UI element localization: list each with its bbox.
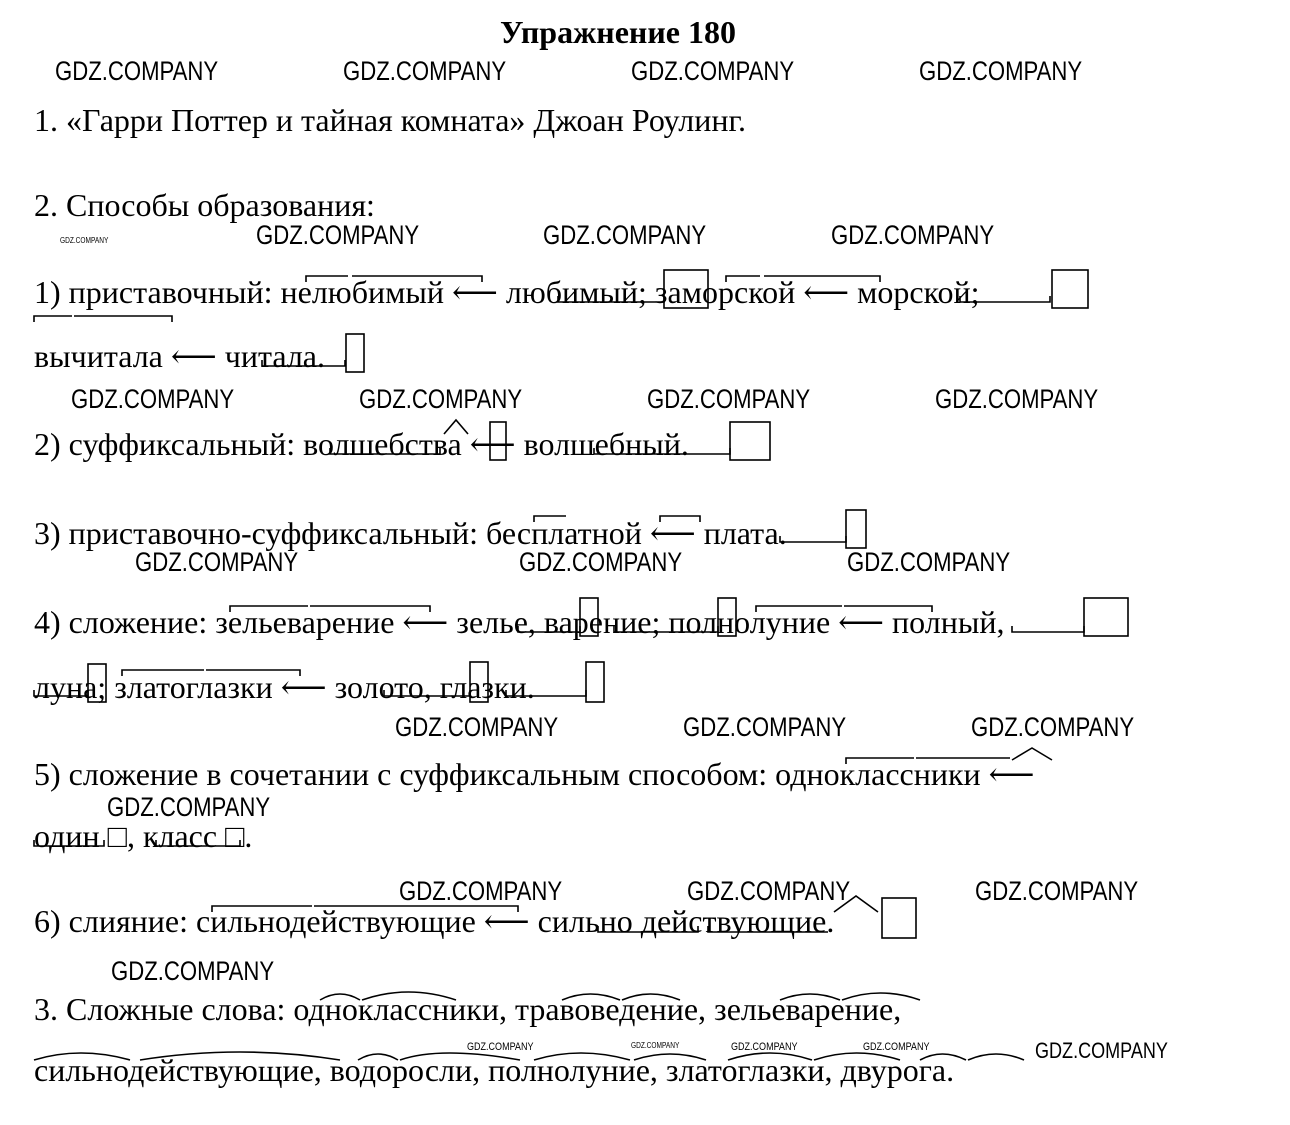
watermark: GDZ.COMPANY	[631, 1041, 680, 1050]
compound-words-line: 3. Сложные слова: одноклассники, травоведение, зельеварение,	[34, 991, 902, 1027]
compounding-line: 4) сложение: зельеварение ⟵ зелье, варение; полнолуние ⟵ полный,	[34, 604, 1005, 640]
suffix-method-line: 2) суффиксальный: волшебства ⟵ волшебный.	[34, 426, 689, 462]
watermark: GDZ.COMPANY	[343, 56, 507, 86]
compound-suffix-line-cont: один □, класс □.	[34, 818, 253, 854]
watermark: GDZ.COMPANY	[847, 547, 1011, 577]
watermark: GDZ.COMPANY	[359, 384, 523, 414]
watermark: GDZ.COMPANY	[256, 220, 420, 250]
compound-words-line-cont: сильнодействующие, водоросли, полнолуние, златоглазки, двурога.	[34, 1052, 955, 1088]
watermark: GDZ.COMPANY	[631, 56, 795, 86]
watermark: GDZ.COMPANY	[935, 384, 1099, 414]
watermark: GDZ.COMPANY	[647, 384, 811, 414]
prefix-suffix-method-line: 3) приставочно-суффиксальный: бесплатной ⟵ плата.	[34, 515, 787, 551]
watermark: GDZ.COMPANY	[971, 712, 1135, 742]
watermark: GDZ.COMPANY	[919, 56, 1083, 86]
prefix-method-line: 1) приставочный: нелюбимый ⟵ любимый; заморской ⟵ морской;	[34, 274, 980, 310]
fusion-line: 6) слияние: сильнодействующие ⟵ сильно действующие.	[34, 903, 835, 939]
watermark: GDZ.COMPANY	[107, 792, 271, 822]
watermark: GDZ.COMPANY	[467, 1041, 534, 1053]
watermark: GDZ.COMPANY	[975, 876, 1139, 906]
exercise-title: Упражнение 180	[499, 14, 736, 50]
watermark: GDZ.COMPANY	[683, 712, 847, 742]
answer-line-1: 1. «Гарри Поттер и тайная комната» Джоан Роулинг.	[34, 102, 746, 138]
watermark: GDZ.COMPANY	[543, 220, 707, 250]
compound-suffix-line: 5) сложение в сочетании с суффиксальным способом: одноклассники ⟵	[34, 756, 1035, 792]
watermark: GDZ.COMPANY	[135, 547, 299, 577]
watermark: GDZ.COMPANY	[519, 547, 683, 577]
watermark: GDZ.COMPANY	[111, 956, 275, 986]
watermark: GDZ.COMPANY	[687, 876, 851, 906]
watermark: GDZ.COMPANY	[71, 384, 235, 414]
watermark: GDZ.COMPANY	[399, 876, 563, 906]
watermark: GDZ.COMPANY	[831, 220, 995, 250]
prefix-method-line-cont: вычитала ⟵ читала.	[34, 338, 325, 374]
watermark: GDZ.COMPANY	[60, 236, 109, 245]
watermark: GDZ.COMPANY	[395, 712, 559, 742]
answer-line-2: 2. Способы образования:	[34, 187, 375, 223]
watermark: GDZ.COMPANY	[1035, 1038, 1168, 1063]
compounding-line-cont: луна; златоглазки ⟵ золото, глазки.	[34, 669, 535, 705]
watermark: GDZ.COMPANY	[55, 56, 219, 86]
watermark: GDZ.COMPANY	[731, 1041, 798, 1053]
watermark: GDZ.COMPANY	[863, 1041, 930, 1053]
